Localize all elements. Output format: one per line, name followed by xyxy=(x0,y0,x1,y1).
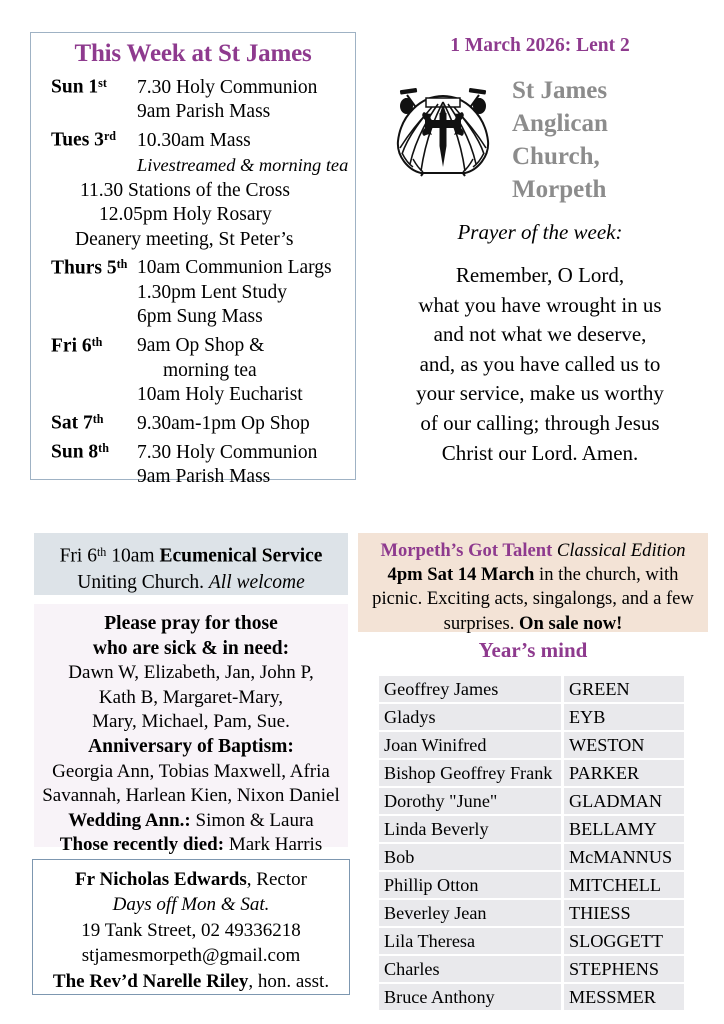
prayer-of-the-week-text xyxy=(362,261,718,468)
email-line[interactable]: stjamesmorpeth@gmail.com xyxy=(81,945,301,967)
given-name-cell: Charles xyxy=(379,956,561,984)
family-name-cell: GREEN xyxy=(561,676,684,704)
schedule-row xyxy=(39,359,347,383)
schedule-event: Deanery meeting, St Peter’s xyxy=(75,228,294,250)
schedule-row xyxy=(39,305,347,329)
sick-names-list xyxy=(36,661,346,735)
address-line: 19 Tank Street, 02 49336218 xyxy=(81,919,301,941)
schedule-day-ordinal: th xyxy=(116,256,128,271)
prayer-line: Christ our Lord. Amen. xyxy=(441,440,639,465)
schedule-event: morning tea xyxy=(163,359,257,381)
table-row xyxy=(379,928,684,956)
sick-names-line: Mary, Michael, Pam, Sue. xyxy=(92,711,290,733)
schedule-day: Sat 7th xyxy=(51,412,104,435)
table-row xyxy=(379,704,684,732)
date-line: 1 March 2026: Lent 2 xyxy=(450,35,630,56)
prayer-list-box xyxy=(34,604,348,856)
schedule-day-ordinal: rd xyxy=(103,129,117,144)
schedule-row xyxy=(39,124,347,153)
ecumenical-title: Ecumenical Service xyxy=(159,545,323,567)
schedule-event: 9am Parish Mass xyxy=(137,100,271,122)
rector-role: , Rector xyxy=(246,869,307,890)
prayer-line: and, as you have called us to xyxy=(419,351,661,376)
schedule-day-spacer xyxy=(39,465,137,489)
schedule-day-spacer xyxy=(39,100,137,124)
schedule-day-spacer xyxy=(39,154,137,178)
talent-body-tail: surprises. xyxy=(443,612,520,634)
schedule-event: Livestreamed & morning tea xyxy=(137,155,349,176)
prayer-heading-line-1: Please pray for those xyxy=(104,613,278,634)
schedule-day: Tues 3rd xyxy=(51,129,117,151)
ecumenical-line-2 xyxy=(38,570,344,596)
table-row xyxy=(379,844,684,872)
prayer-line: your service, make us worthy xyxy=(416,381,664,406)
schedule-event: 12.05pm Holy Rosary xyxy=(99,204,272,226)
family-name-cell: MESSMER xyxy=(561,984,684,1012)
masthead xyxy=(362,34,718,468)
schedule-row xyxy=(39,281,347,305)
baptism-names-list xyxy=(36,760,346,809)
schedule-day: Fri 6th xyxy=(51,334,103,357)
schedule-event: 11.30 Stations of the Cross xyxy=(80,179,290,201)
table-row xyxy=(379,816,684,844)
prayer-line: and not what we deserve, xyxy=(433,322,647,347)
talent-body-line-1 xyxy=(366,563,700,587)
church-name-line: Anglican xyxy=(512,110,608,137)
table-row xyxy=(379,872,684,900)
family-name-cell: SLOGGETT xyxy=(561,928,684,956)
schedule-day-spacer xyxy=(39,281,137,305)
schedule-day-ordinal: st xyxy=(98,76,107,90)
given-name-cell: Dorothy "June" xyxy=(379,788,561,816)
schedule-day-spacer xyxy=(39,359,137,383)
given-name-cell: Geoffrey James xyxy=(379,676,561,704)
assistant-line xyxy=(37,969,345,994)
talent-event-notice xyxy=(358,533,708,632)
recently-died-line xyxy=(36,833,346,858)
table-row xyxy=(379,900,684,928)
wedding-anniversary-line xyxy=(36,809,346,834)
schedule-row xyxy=(39,153,347,178)
talent-on-sale: On sale now! xyxy=(519,612,623,634)
schedule-event: 10am Holy Eucharist xyxy=(137,384,303,406)
days-off-line xyxy=(37,892,345,917)
schedule-event: 10.30am Mass xyxy=(137,129,251,151)
wedding-anniversary-label: Wedding Ann.: xyxy=(68,809,191,831)
schedule-day: Thurs 5th xyxy=(51,256,128,279)
talent-body-line-2: picnic. Exciting acts, singalongs, and a few xyxy=(372,588,694,610)
baptism-names-line: Georgia Ann, Tobias Maxwell, Afria xyxy=(52,760,330,782)
ecumenical-welcome: All welcome xyxy=(208,571,305,593)
schedule-event: 7.30 Holy Communion xyxy=(137,441,318,463)
schedule-event: 9am Parish Mass xyxy=(137,466,271,488)
family-name-cell: WESTON xyxy=(561,732,684,760)
schedule-list xyxy=(39,71,347,490)
baptism-anniversary-heading: Anniversary of Baptism: xyxy=(88,735,294,757)
prayer-line: what you have wrought in us xyxy=(418,292,662,317)
table-row xyxy=(379,788,684,816)
family-name-cell: PARKER xyxy=(561,760,684,788)
church-identity xyxy=(362,72,718,206)
schedule-day-ordinal: th xyxy=(98,441,109,456)
recently-died-names: Mark Harris xyxy=(224,834,323,856)
ecumenical-date: Fri 6 xyxy=(59,545,97,567)
table-row xyxy=(379,984,684,1012)
ecumenical-time: 10am xyxy=(106,545,160,567)
family-name-cell: STEPHENS xyxy=(561,956,684,984)
clergy-contact-box xyxy=(32,859,350,995)
schedule-day-spacer xyxy=(39,305,137,329)
schedule-event: 10am Communion Largs xyxy=(137,257,332,279)
ecumenical-venue: Uniting Church. xyxy=(77,571,209,593)
schedule-event: 6pm Sung Mass xyxy=(137,306,263,328)
years-mind-title: Year’s mind xyxy=(478,638,588,662)
days-off: Days off Mon & Sat. xyxy=(112,894,270,916)
sick-names-line: Kath B, Margaret-Mary, xyxy=(98,686,284,708)
schedule-event: 9am Op Shop & xyxy=(137,335,265,357)
schedule-event: 1.30pm Lent Study xyxy=(137,281,288,303)
schedule-title: This Week at St James xyxy=(74,40,312,67)
years-mind-table xyxy=(379,676,684,1012)
given-name-cell: Bob xyxy=(379,844,561,872)
schedule-day: Sun 1st xyxy=(51,76,107,98)
schedule-row xyxy=(39,252,347,281)
given-name-cell: Phillip Otton xyxy=(379,872,561,900)
schedule-row xyxy=(39,71,347,100)
prayer-line: of our calling; through Jesus xyxy=(420,410,660,435)
schedule-event: 9.30am-1pm Op Shop xyxy=(137,413,310,435)
baptism-names-line: Savannah, Harlean Kien, Nixon Daniel xyxy=(42,785,340,807)
prayer-line: Remember, O Lord, xyxy=(455,263,625,287)
sick-names-line: Dawn W, Elizabeth, Jan, John P, xyxy=(68,662,314,684)
table-row xyxy=(379,760,684,788)
given-name-cell: Gladys xyxy=(379,704,561,732)
family-name-cell: McMANNUS xyxy=(561,844,684,872)
recently-died-label: Those recently died: xyxy=(59,834,225,856)
schedule-day-spacer xyxy=(39,383,137,407)
assistant-name: The Rev’d Narelle Riley xyxy=(52,970,249,992)
schedule-row xyxy=(39,383,347,407)
wedding-anniversary-names: Simon & Laura xyxy=(190,809,314,831)
given-name-cell: Beverley Jean xyxy=(379,900,561,928)
given-name-cell: Lila Theresa xyxy=(379,928,561,956)
schedule-day-ordinal: th xyxy=(92,412,104,427)
family-name-cell: MITCHELL xyxy=(561,872,684,900)
family-name-cell: BELLAMY xyxy=(561,816,684,844)
table-row xyxy=(379,676,684,704)
schedule-row xyxy=(39,100,347,124)
given-name-cell: Linda Beverly xyxy=(379,816,561,844)
assistant-role: , hon. asst. xyxy=(248,970,330,992)
talent-venue: in the church, with xyxy=(534,564,679,585)
schedule-row xyxy=(39,330,347,359)
church-name xyxy=(500,72,718,206)
schedule-row xyxy=(39,465,347,489)
talent-body-line-3 xyxy=(366,612,700,636)
given-name-cell: Bruce Anthony xyxy=(379,984,561,1012)
church-name-line: Church, xyxy=(512,143,600,170)
rector-line xyxy=(37,867,345,892)
church-name-line: Morpeth xyxy=(512,176,607,203)
church-name-line: St James xyxy=(512,77,608,104)
schedule-day: Sun 8th xyxy=(51,441,109,463)
talent-datetime: 4pm Sat 14 March xyxy=(387,564,535,585)
given-name-cell: Bishop Geoffrey Frank xyxy=(379,760,561,788)
schedule-day-ordinal: th xyxy=(91,334,103,349)
schedule-row xyxy=(39,407,347,436)
prayer-heading-line-2: who are sick & in need: xyxy=(92,637,290,659)
talent-title-line xyxy=(366,539,700,563)
family-name-cell: GLADMAN xyxy=(561,788,684,816)
schedule-row xyxy=(39,436,347,465)
ecumenical-date-ordinal: th xyxy=(96,545,107,559)
family-name-cell: EYB xyxy=(561,704,684,732)
scallop-shell-santiago-cross-icon xyxy=(390,72,500,190)
table-row xyxy=(379,732,684,760)
prayer-of-the-week-label: Prayer of the week: xyxy=(457,220,623,244)
given-name-cell: Joan Winifred xyxy=(379,732,561,760)
schedule-event: 7.30 Holy Communion xyxy=(137,76,318,98)
talent-subtitle: Classical Edition xyxy=(552,540,686,561)
weekly-schedule-box xyxy=(30,32,356,488)
table-row xyxy=(379,956,684,984)
ecumenical-service-notice xyxy=(34,533,348,595)
ecumenical-line-1 xyxy=(38,539,344,570)
talent-title: Morpeth’s Got Talent xyxy=(380,540,553,561)
family-name-cell: THIESS xyxy=(561,900,684,928)
rector-name: Fr Nicholas Edwards xyxy=(75,869,247,890)
